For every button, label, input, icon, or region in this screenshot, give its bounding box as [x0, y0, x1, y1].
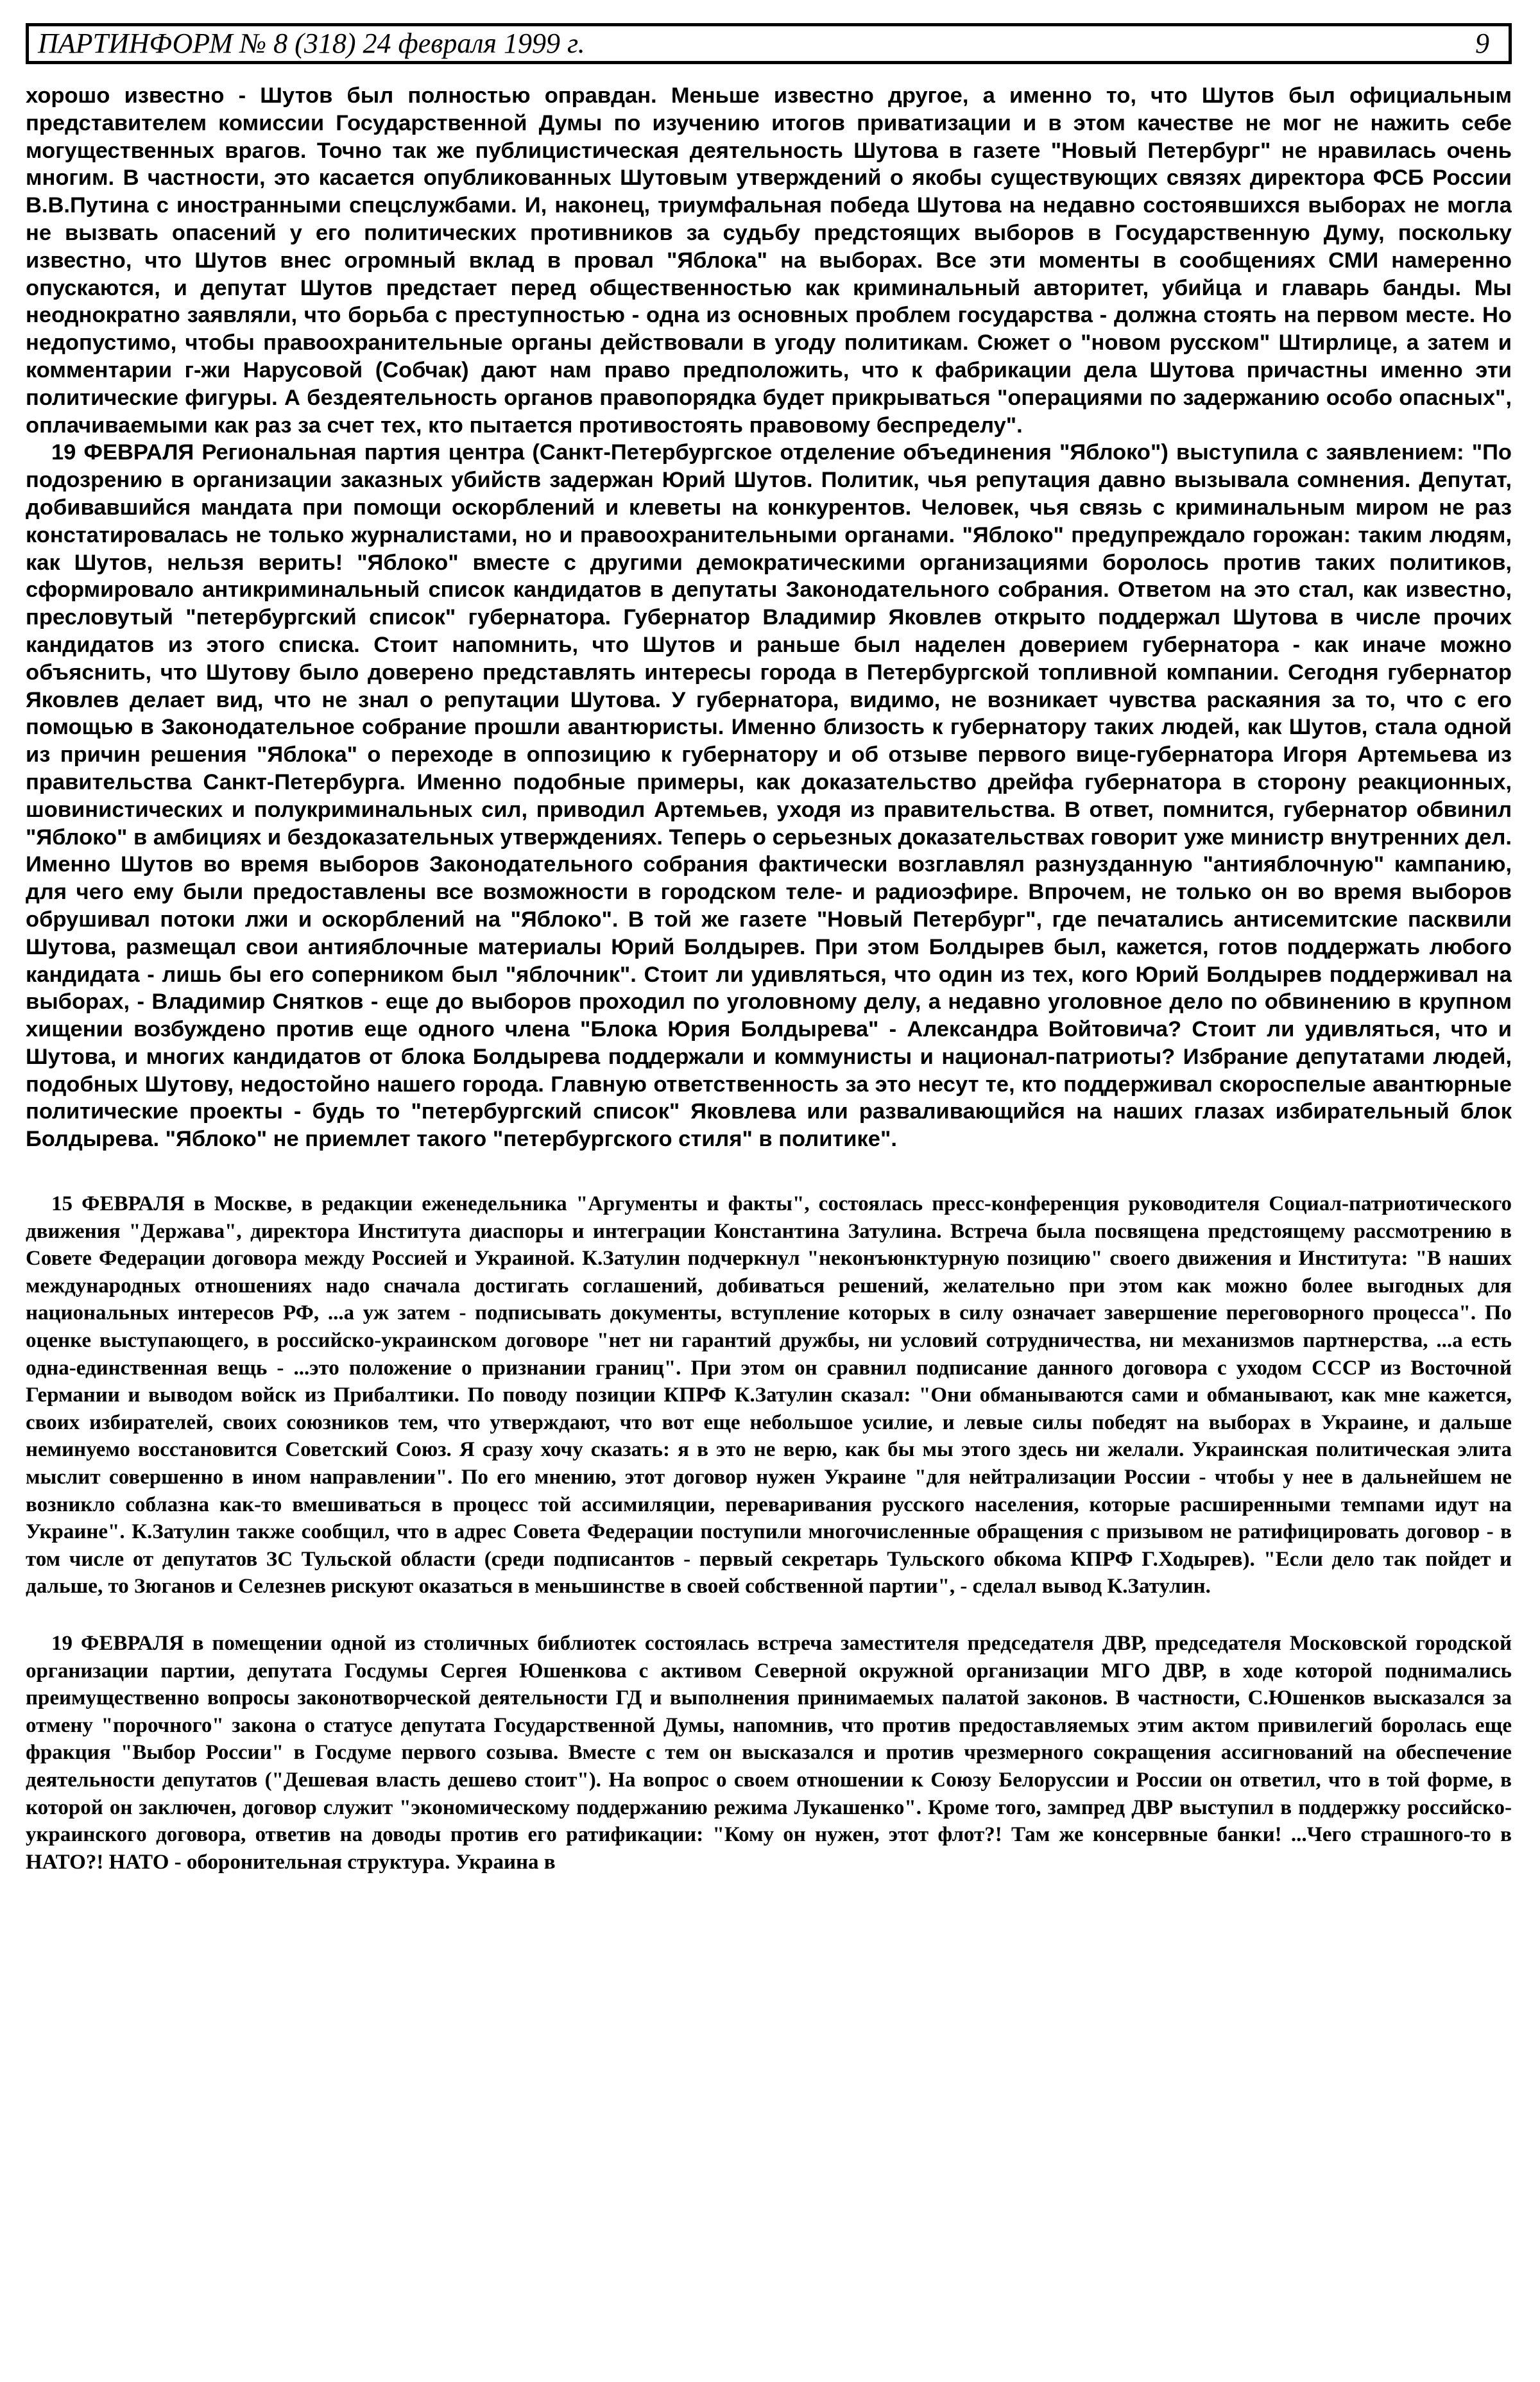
- newspaper-page: [26, 23, 1512, 2359]
- article-block-serif: [26, 1190, 1512, 1876]
- page-header: [26, 23, 1512, 64]
- article-block-sans: [26, 82, 1512, 1153]
- paragraph-yabloko-statement: 19 ФЕВРАЛЯ Региональная партия центра (Санкт-Петербургское отделение объединения "Яблоко") выступила с заявлением: "По подозрению в организации заказных убийств задержан Юрий Шутов. Политик, чья репутация давно вызывала сомнения. Депутат, добивавшийся мандата при помощи оскорблений и клеветы на конкурентов. Человек, чья связь с криминальным миром не раз констатировалась не только журналистами, но и правоохранительными органами. "Яблоко" предупреждало горожан: таким людям, как Шутов, нельзя верить! "Яблоко" вместе с другими демократическими организациями боролось против таких политиков, сформировало антикриминальный список кандидатов в депутаты Законодательного собрания. Ответом на это стал, как известно, пресловутый "петербургский список" губернатора. Губернатор Владимир Яковлев открыто поддержал Шутова в числе прочих кандидатов из этого списка. Стоит напомнить, что Шутов и раньше был наделен доверием губернатора - как иначе можно объяснить, что Шутову было доверено представлять интересы города в Петербургской топливной компании. Сегодня губернатор Яковлев делает вид, что не знал о репутации Шутова. У губернатора, видимо, не возникает чувства раскаяния за то, что с его помощью в Законодательное собрание прошли авантюристы. Именно близость к губернатору таких людей, как Шутов, стала одной из причин решения "Яблока" о переходе в оппозицию к губернатору и об отзыве первого вице-губернатора Игоря Артемьева из правительства Санкт-Петербурга. Именно подобные примеры, как доказательство дрейфа губернатора в сторону реакционных, шовинистических и полукриминальных сил, приводил Артемьев, уходя из правительства. В ответ, помнится, губернатор обвинил "Яблоко" в амбициях и бездоказательных утверждениях. Теперь о серьезных доказательствах говорит уже министр внутренних дел. Именно Шутов во время выборов Законодательного собрания фактически возглавлял разнузданную "антияблочную" кампанию, для чего ему были предоставлены все возможности в городском теле- и радиоэфире. Впрочем, не только он во время выборов обрушивал потоки лжи и оскорблений на "Яблоко". В той же газете "Новый Петербург", где печатались антисемитские пасквили Шутова, размещал свои антияблочные материалы Юрий Болдырев. При этом Болдырев был, кажется, готов поддержать любого кандидата - лишь бы его соперником был "яблочник". Стоит ли удивляться, что один из тех, кого Юрий Болдырев поддерживал на выборах, - Владимир Снятков - еще до выборов проходил по уголовному делу, а недавно уголовное дело по обвинению в крупном хищении возбуждено против еще одного члена "Блока Юрия Болдырева" - Александра Войтовича? Стоит ли удивляться, что и Шутова, и многих кандидатов от блока Болдырева поддержали и коммунисты и национал-патриоты? Избрание депутатами людей, подобных Шутову, недостойно нашего города. Главную ответственность за это несут те, кто поддерживал скороспелые авантюрные политические проекты - будь то "петербургский список" Яковлева или разваливающийся на наших глазах избирательный блок Болдырева. "Яблоко" не приемлет такого "петербургского стиля" в политике".: [26, 440, 1512, 1152]
- publication-title: ПАРТИНФОРМ № 8 (318) 24 февраля 1999 г.: [38, 28, 585, 59]
- paragraph-shutov-continued: хорошо известно - Шутов был полностью оправдан. Меньше известно другое, а именно то, что Шутов был официальным представителем комиссии Государственной Думы по изучению итогов приватизации и в этом качестве не мог не нажить себе могущественных врагов. Точно так же публицистическая деятельность Шутова в газете "Новый Петербург" не нравилась очень многим. В частности, это касается опубликованных Шутовым утверждений о якобы существующих связях директора ФСБ России В.В.Путина с иностранными спецслужбами. И, наконец, триумфальная победа Шутова на недавно состоявшихся выборах не могла не вызвать опасений у его политических противников за судьбу предстоящих выборов в Государственную Думу, поскольку известно, что Шутов внес огромный вклад в провал "Яблока" на выборах. Все эти моменты в сообщениях СМИ намеренно опускаются, и депутат Шутов предстает перед общественностью как криминальный авторитет, убийца и главарь банды. Мы неоднократно заявляли, что борьба с преступностью - одна из основных проблем государства - должна стоять на первом месте. Но недопустимо, чтобы правоохранительные органы действовали в угоду политикам. Сюжет о "новом русском" Штирлице, а затем и комментарии г-жи Нарусовой (Собчак) дают нам право предположить, что к фабрикации дела Шутова причастны именно эти политические фигуры. А бездеятельность органов правопорядка будет прикрываться "операциями по задержанию особо опасных", оплачиваемыми как раз за счет тех, кто пытается противостоять правовому беспределу".: [26, 83, 1512, 438]
- paragraph-yushenkov: 19 ФЕВРАЛЯ в помещении одной из столичных библиотек состоялась встреча заместителя председателя ДВР, председателя Московской городской организации партии, депутата Госдумы Сергея Юшенкова с активом Северной окружной организации МГО ДВР, в ходе которой поднимались преимущественно вопросы законотворческой деятельности ГД и выполнения принимаемых палатой законов. В частности, С.Юшенков высказался за отмену "порочного" закона о статусе депутата Государственной Думы, напомнив, что против предоставляемых этим актом привилегий боролась еще фракция "Выбор России" в Госдуме первого созыва. Вместе с тем он высказался и против чрезмерного сокращения ассигнований на обеспечение деятельности депутатов ("Дешевая власть дешево стоит"). На вопрос о своем отношении к Союзу Белоруссии и России он ответил, что в той форме, в которой он заключен, договор служит "экономическому поддержанию режима Лукашенко". Кроме того, зампред ДВР выступил в поддержку российско-украинского договора, ответив на доводы против его ратификации: "Кому он нужен, этот флот?! Там же консервные банки! ...Чего страшного-то в НАТО?! НАТО - оборонительная структура. Украина в: [26, 1631, 1512, 1874]
- paragraph-zatulin: 15 ФЕВРАЛЯ в Москве, в редакции еженедельника "Аргументы и факты", состоялась пресс-конференция руководителя Социал-патриотического движения "Держава", директора Института диаспоры и интеграции Константина Затулина. Встреча была посвящена предстоящему рассмотрению в Совете Федерации договора между Россией и Украиной. К.Затулин подчеркнул "неконъюнктурную позицию" своего движения и Института: "В наших международных отношениях надо сначала достигать соглашений, добиваться решений, желательно при этом как можно более выгодных для национальных интересов РФ, ...а уж затем - подписывать документы, вступление которых в силу означает завершение переговорного процесса". По оценке выступающего, в российско-украинском договоре "нет ни гарантий дружбы, ни условий сотрудничества, ни механизмов партнерства, ...а есть одна-единственная вещь - ...это положение о признании границ". При этом он сравнил подписание данного договора с уходом СССР из Восточной Германии и выводом войск из Прибалтики. По поводу позиции КПРФ К.Затулин сказал: "Они обманываются сами и обманывают, как мне кажется, своих избирателей, своих союзников тем, что утверждают, что вот еще небольшое усилие, и левые силы победят на выборах в Украине, и дальше неминуемо восстановится Советский Союз. Я сразу хочу сказать: я в это не верю, как бы мы этого здесь ни желали. Украинская политическая элита мыслит совершенно в ином направлении". По его мнению, этот договор нужен Украине "для нейтрализации России - чтобы у нее в дальнейшем не возникло соблазна как-то вмешиваться в процесс той ассимиляции, переваривания русского населения, которые расширенными темпами идут на Украине". К.Затулин также сообщил, что в адрес Совета Федерации поступили многочисленные обращения с призывом не ратифицировать договор - в том числе от депутатов ЗС Тульской области (среди подписантов - первый секретарь Тульского обкома КПРФ Г.Ходырев). "Если дело так пойдет и дальше, то Зюганов и Селезнев рискуют оказаться в меньшинстве в своей собственной партии", - сделал вывод К.Затулин.: [26, 1192, 1512, 1598]
- page-number: 9: [1475, 28, 1489, 59]
